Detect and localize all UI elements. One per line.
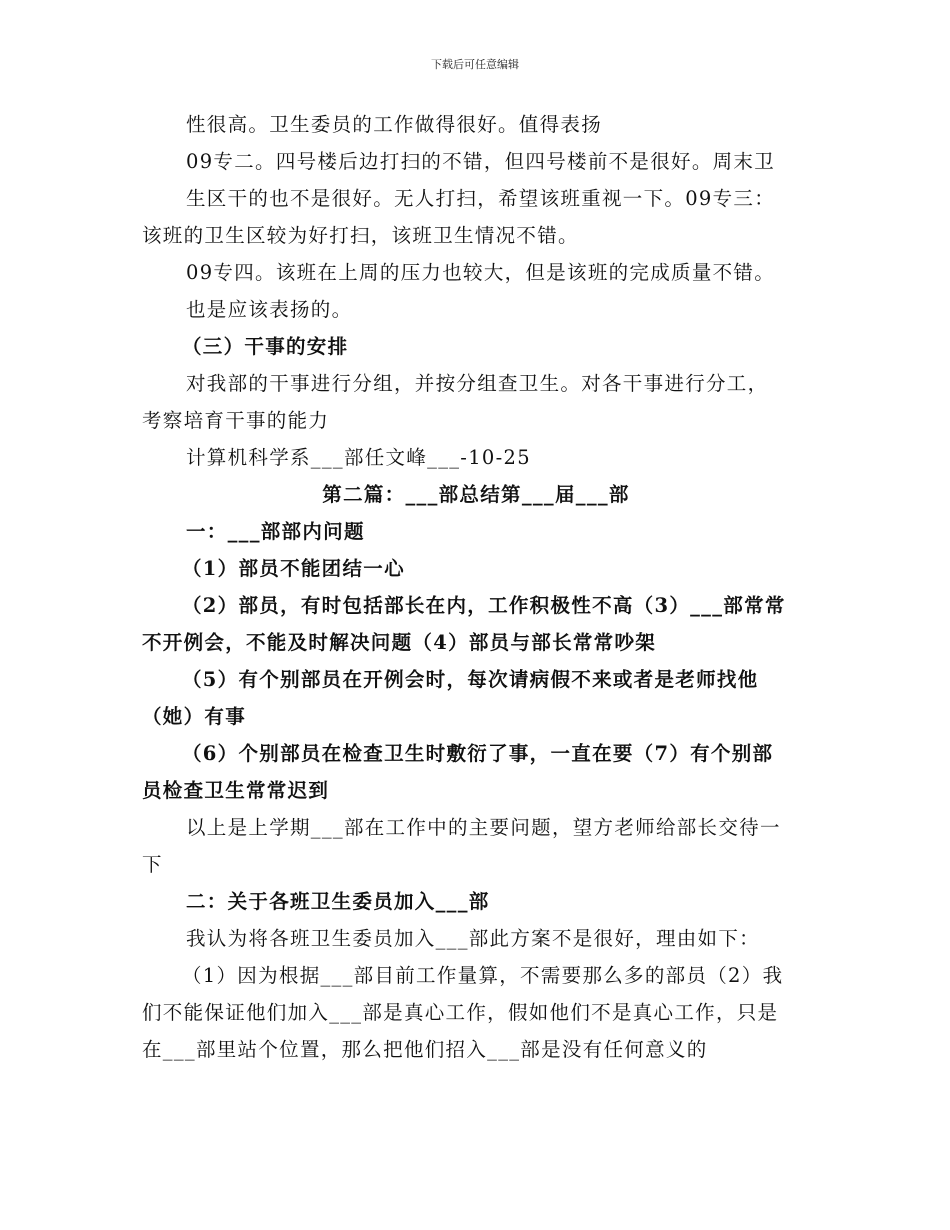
page-header: 下载后可任意编辑 [431, 58, 519, 71]
article-title: 第二篇：___部总结第___届___部 [322, 483, 630, 506]
section-heading: 一：___部部内问题 [186, 520, 365, 543]
text-line: 09专二。四号楼后边打扫的不错，但四号楼前不是很好。周末卫 [186, 150, 776, 173]
list-item: （1）部员不能团结一心 [182, 557, 405, 580]
text-line: （1）因为根据___部目前工作量算，不需要那么多的部员（2）我 [182, 964, 784, 987]
text-line: 对我部的干事进行分组，并按分组查卫生。对各干事进行分工， [186, 372, 769, 395]
document-body [142, 106, 810, 1068]
text-line: 09专四。该班在上周的压力也较大，但是该班的完成质量不错。 [186, 261, 776, 284]
text-line: 也是应该表扬的。 [186, 298, 353, 321]
text-line: 以上是上学期___部在工作中的主要问题，望方老师给部长交待一 [186, 816, 781, 839]
list-item: （2）部员，有时包括部长在内，工作积极性不高（3）___部常常 [182, 594, 786, 617]
list-item: （6）个别部员在检查卫生时敷衍了事，一直在要（7）有个别部 [182, 742, 774, 765]
list-item: 员检查卫生常常迟到 [142, 779, 330, 802]
signature-line: 计算机科学系___部任文峰___-10-25 [186, 446, 531, 469]
list-item: （她）有事 [142, 705, 247, 728]
section-heading: （三）干事的安排 [182, 335, 349, 358]
text-line: 们不能保证他们加入___部是真心工作，假如他们不是真心工作，只是 [142, 1001, 779, 1024]
text-line: 下 [142, 853, 163, 876]
list-item: （5）有个别部员在开例会时，每次请病假不来或者是老师找他 [182, 668, 759, 691]
text-line: 性很高。卫生委员的工作做得很好。值得表扬 [186, 113, 603, 136]
text-line: 该班的卫生区较为好打扫，该班卫生情况不错。 [142, 224, 579, 247]
text-line: 在___部里站个位置，那么把他们招入___部是没有任何意义的 [142, 1038, 708, 1061]
text-line: 生区干的也不是很好。无人打扫，希望该班重视一下。09专三： [186, 187, 776, 210]
text-line: 考察培育干事的能力 [142, 409, 330, 432]
text-line: 我认为将各班卫生委员加入___部此方案不是很好，理由如下： [186, 927, 760, 950]
section-heading: 二：关于各班卫生委员加入___部 [186, 890, 490, 913]
list-item: 不开例会，不能及时解决问题（4）部员与部长常常吵架 [142, 631, 657, 654]
